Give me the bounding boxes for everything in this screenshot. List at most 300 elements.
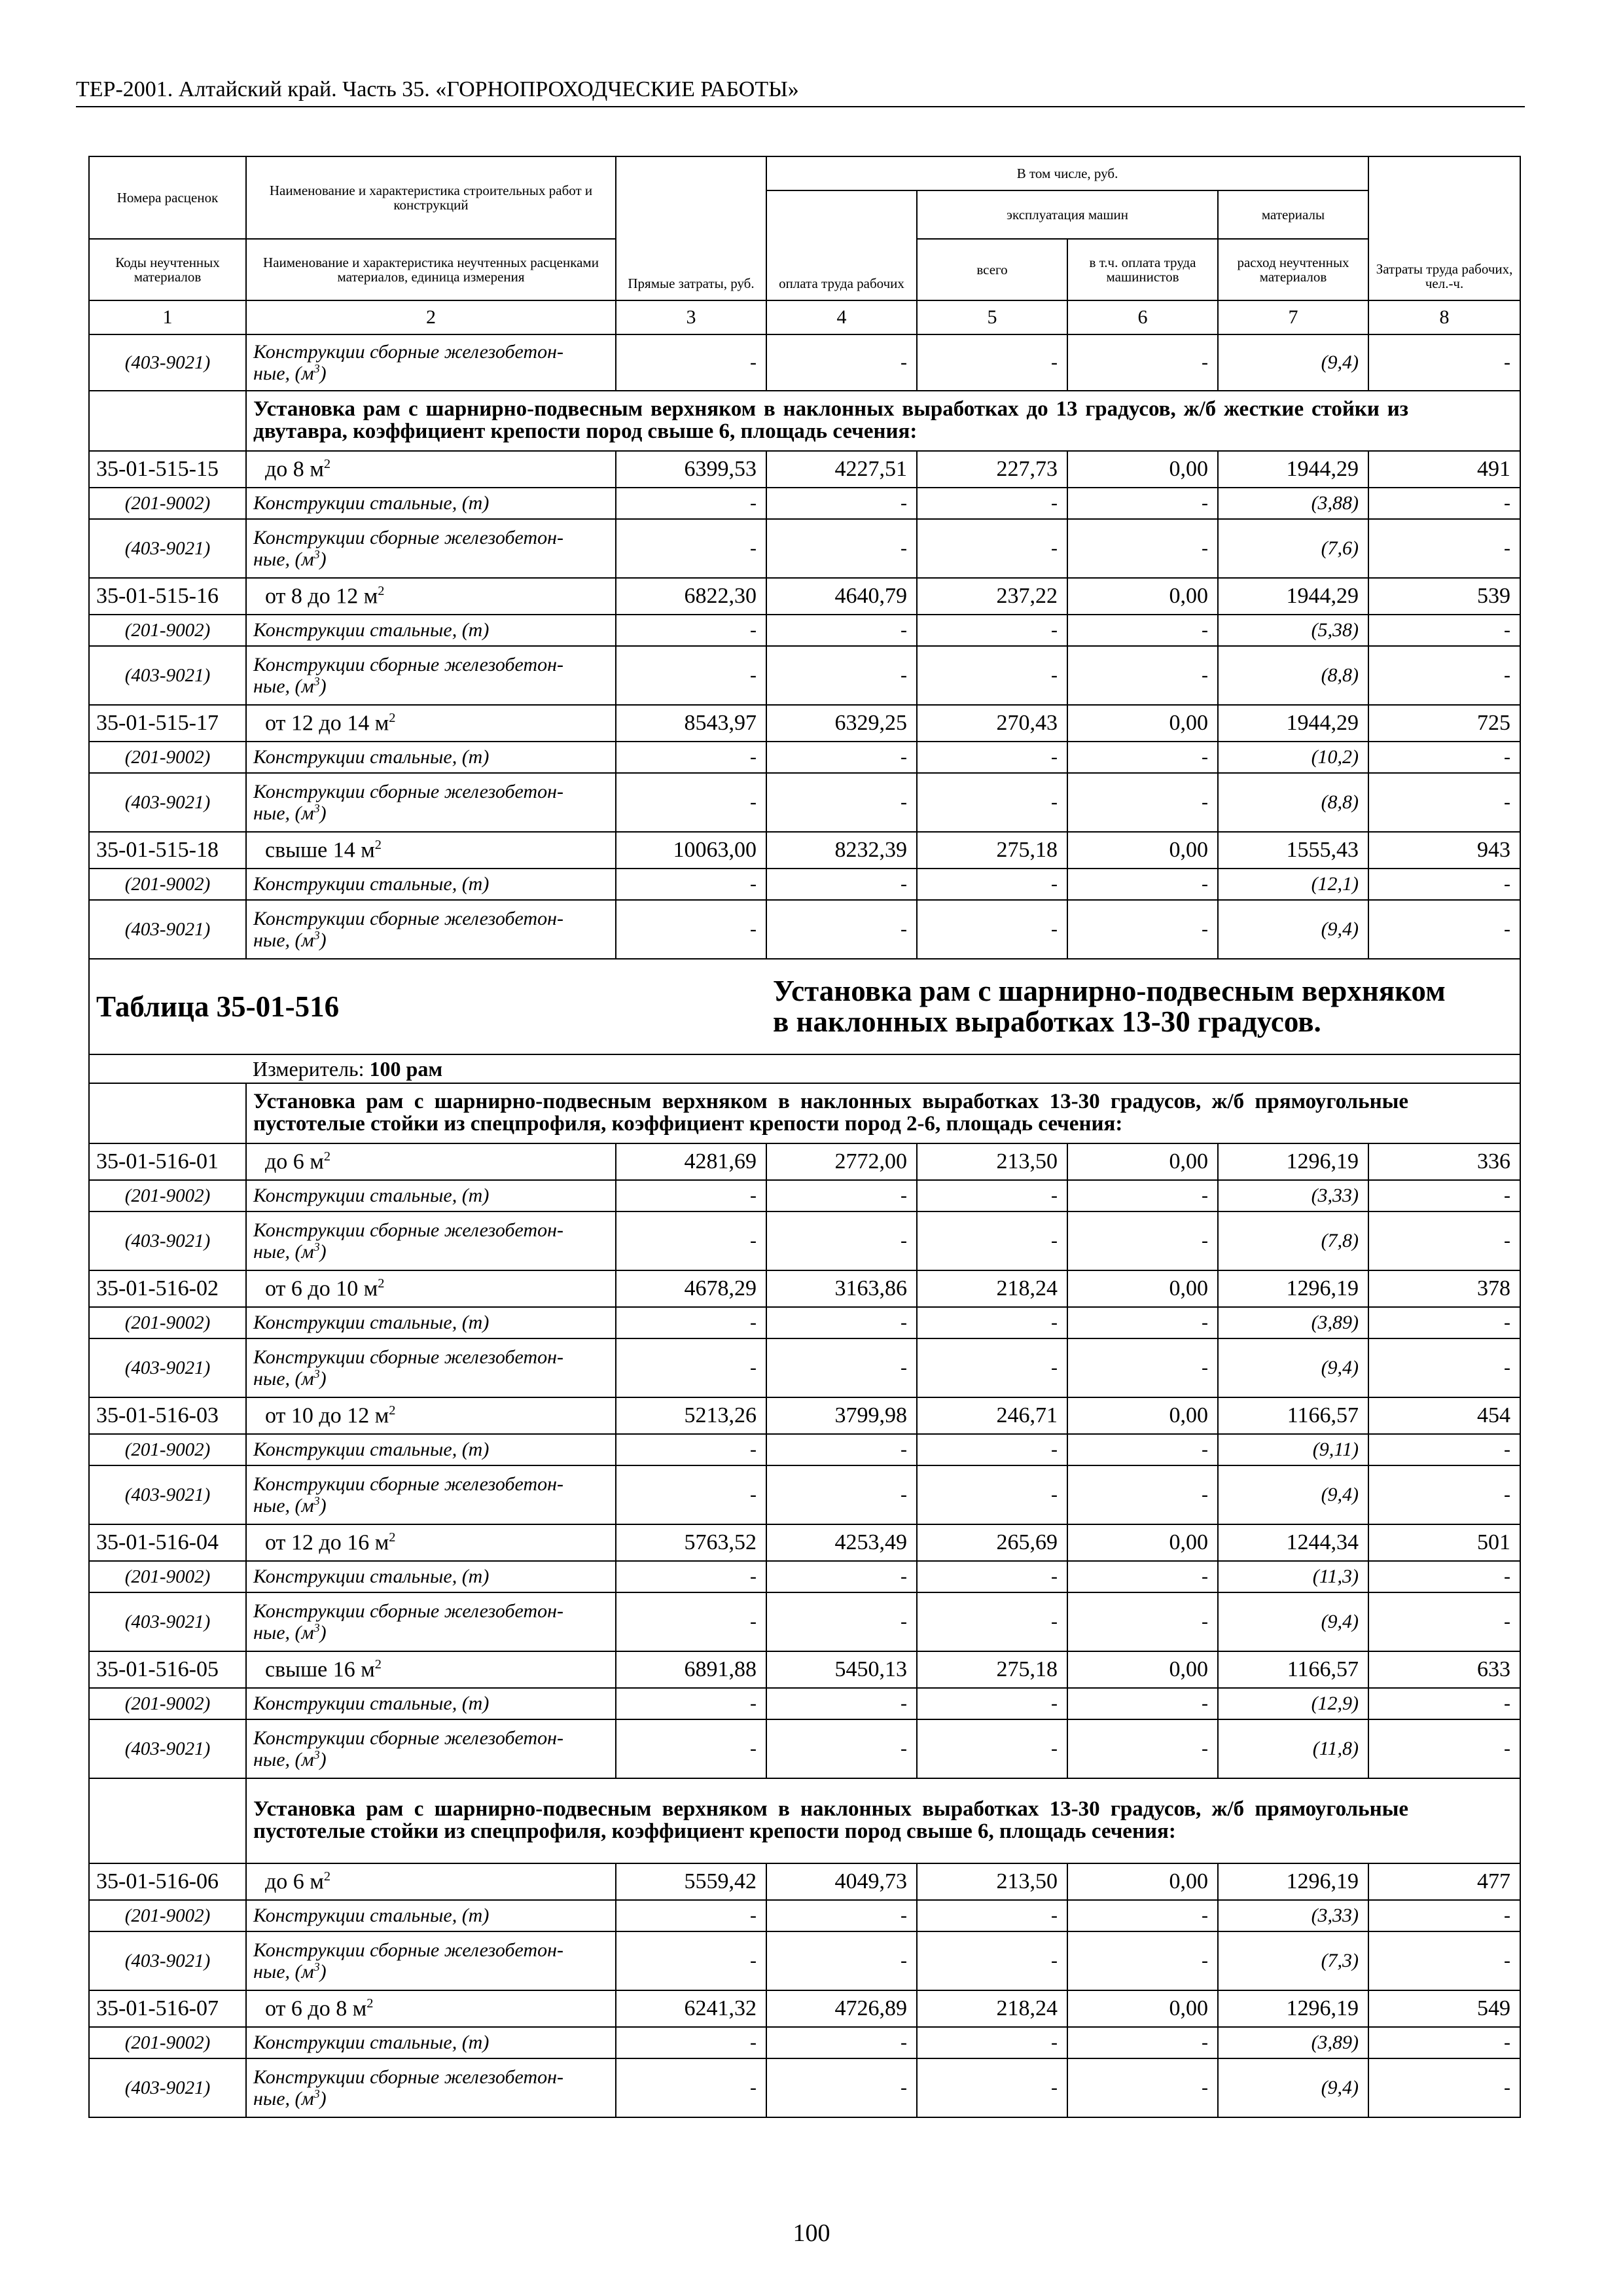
machine-operation-value: 218,24 bbox=[917, 1990, 1067, 2027]
concrete-material-row bbox=[89, 2058, 1520, 2117]
empty-value: - bbox=[1368, 1688, 1520, 1719]
empty-value: - bbox=[616, 1434, 766, 1465]
rate-row bbox=[89, 1651, 1520, 1688]
header-total: всего bbox=[917, 239, 1067, 300]
material-name: Конструкции сборные железобетон- ные, $(м^3)$ bbox=[246, 519, 616, 578]
material-quantity: (9,4) bbox=[1218, 1465, 1368, 1524]
worker-wages-value: 4726,89 bbox=[766, 1990, 917, 2027]
empty-value: - bbox=[1067, 1434, 1218, 1465]
empty-value: - bbox=[1067, 869, 1218, 900]
steel-material-row bbox=[89, 615, 1520, 646]
empty-value: - bbox=[1368, 900, 1520, 959]
material-code: (403-9021) bbox=[89, 1592, 246, 1651]
materials-value: 1296,19 bbox=[1218, 1270, 1368, 1307]
material-code: (403-9021) bbox=[89, 1719, 246, 1778]
direct-costs-value: 4281,69 bbox=[616, 1143, 766, 1180]
materials-value: 1166,57 bbox=[1218, 1651, 1368, 1688]
empty-value: - bbox=[917, 1434, 1067, 1465]
material-code: (403-9021) bbox=[89, 773, 246, 832]
empty-value: - bbox=[917, 2027, 1067, 2058]
material-quantity: (9,4) bbox=[1218, 900, 1368, 959]
material-name: Конструкции стальные, (т) bbox=[246, 869, 616, 900]
empty-value: - bbox=[766, 2027, 917, 2058]
empty-value: - bbox=[1368, 615, 1520, 646]
empty-value: - bbox=[917, 1900, 1067, 1931]
header-worker-wages: оплата труда рабочих bbox=[766, 190, 917, 300]
material-quantity: (5,38) bbox=[1218, 615, 1368, 646]
rate-name: от 6 до 8 $м^2$ bbox=[246, 1990, 616, 2027]
empty-value: - bbox=[917, 1211, 1067, 1270]
column-number: 2 bbox=[246, 300, 616, 334]
carry-over-row bbox=[89, 334, 1520, 391]
empty-value: - bbox=[616, 2027, 766, 2058]
material-name: Конструкции стальные, (т) bbox=[246, 488, 616, 519]
empty-value: - bbox=[766, 1434, 917, 1465]
direct-costs-value: 6891,88 bbox=[616, 1651, 766, 1688]
machine-operation-value: 270,43 bbox=[917, 705, 1067, 742]
material-name: Конструкции сборные железобетон- ные, $(м^3)$ bbox=[246, 334, 616, 391]
rate-row bbox=[89, 1990, 1520, 2027]
material-name: Конструкции сборные железобетон- ные, $(м^3)$ bbox=[246, 1465, 616, 1524]
material-quantity: (3,89) bbox=[1218, 1307, 1368, 1338]
material-code: (201-9002) bbox=[89, 1561, 246, 1592]
empty-value: - bbox=[766, 1719, 917, 1778]
material-name: Конструкции стальные, (т) bbox=[246, 742, 616, 773]
material-quantity: (11,3) bbox=[1218, 1561, 1368, 1592]
empty-value: - bbox=[616, 900, 766, 959]
operator-wages-value: 0,00 bbox=[1067, 578, 1218, 615]
direct-costs-value: 6399,53 bbox=[616, 451, 766, 488]
section-row bbox=[89, 391, 1520, 451]
empty-value: - bbox=[766, 869, 917, 900]
empty-value: - bbox=[616, 646, 766, 705]
steel-material-row bbox=[89, 2027, 1520, 2058]
empty-value: - bbox=[766, 900, 917, 959]
operator-wages-value: 0,00 bbox=[1067, 1143, 1218, 1180]
machine-operation-value: 275,18 bbox=[917, 832, 1067, 869]
material-quantity: (8,8) bbox=[1218, 646, 1368, 705]
material-code: (403-9021) bbox=[89, 519, 246, 578]
empty-value: - bbox=[917, 334, 1067, 391]
operator-wages-value: 0,00 bbox=[1067, 1990, 1218, 2027]
rate-name: от 12 до 16 $м^2$ bbox=[246, 1524, 616, 1561]
empty-value: - bbox=[917, 1307, 1067, 1338]
rate-row bbox=[89, 705, 1520, 742]
empty-value: - bbox=[766, 615, 917, 646]
rate-row bbox=[89, 1524, 1520, 1561]
header-work-name: Наименование и характеристика строительных работ и конструкций bbox=[246, 156, 616, 239]
empty-value: - bbox=[616, 1338, 766, 1397]
empty-value: - bbox=[616, 742, 766, 773]
steel-material-row bbox=[89, 1561, 1520, 1592]
concrete-material-row bbox=[89, 773, 1520, 832]
header-unaccounted-name: Наименование и характеристика неучтенных расценками материалов, единица измерения bbox=[246, 239, 616, 300]
material-code: (201-9002) bbox=[89, 1900, 246, 1931]
material-quantity: (7,3) bbox=[1218, 1931, 1368, 1990]
rate-name: от 8 до 12 $м^2$ bbox=[246, 578, 616, 615]
material-name: Конструкции сборные железобетон- ные, $(м^3)$ bbox=[246, 1719, 616, 1778]
worker-wages-value: 3163,86 bbox=[766, 1270, 917, 1307]
running-header: ТЕР-2001. Алтайский край. Часть 35. «ГОРНОПРОХОДЧЕСКИЕ РАБОТЫ» bbox=[76, 77, 799, 101]
empty-value: - bbox=[1368, 1338, 1520, 1397]
materials-value: 1944,29 bbox=[1218, 705, 1368, 742]
material-name: Конструкции сборные железобетон- ные, $(м^3)$ bbox=[246, 773, 616, 832]
machine-operation-value: 275,18 bbox=[917, 1651, 1067, 1688]
material-quantity: (7,6) bbox=[1218, 519, 1368, 578]
header-unaccounted-consumption: расход неучтенных материалов bbox=[1218, 239, 1368, 300]
machine-operation-value: 237,22 bbox=[917, 578, 1067, 615]
table-title: Установка рам с шарнирно-подвесным верхняком в наклонных выработках 13-30 градусов. bbox=[766, 959, 1520, 1054]
header-rate-numbers: Номера расценок bbox=[89, 156, 246, 239]
empty-value: - bbox=[1067, 488, 1218, 519]
empty-value: - bbox=[917, 1561, 1067, 1592]
empty-value: - bbox=[616, 488, 766, 519]
empty-value: - bbox=[766, 334, 917, 391]
section-row bbox=[89, 1083, 1520, 1143]
empty-value: - bbox=[616, 1688, 766, 1719]
direct-costs-value: 5559,42 bbox=[616, 1863, 766, 1900]
empty-value: - bbox=[616, 1307, 766, 1338]
column-number: 4 bbox=[766, 300, 917, 334]
material-code: (201-9002) bbox=[89, 615, 246, 646]
empty-value: - bbox=[1067, 2027, 1218, 2058]
rate-name: от 10 до 12 $м^2$ bbox=[246, 1397, 616, 1434]
materials-value: 1555,43 bbox=[1218, 832, 1368, 869]
concrete-material-row bbox=[89, 519, 1520, 578]
empty-value: - bbox=[1067, 1180, 1218, 1211]
steel-material-row bbox=[89, 488, 1520, 519]
machine-operation-value: 246,71 bbox=[917, 1397, 1067, 1434]
empty-value: - bbox=[766, 1561, 917, 1592]
empty-value: - bbox=[917, 1719, 1067, 1778]
empty-value: - bbox=[1368, 1931, 1520, 1990]
labor-costs-value: 336 bbox=[1368, 1143, 1520, 1180]
header-row-1 bbox=[89, 156, 1520, 190]
materials-value: 1296,19 bbox=[1218, 1990, 1368, 2027]
operator-wages-value: 0,00 bbox=[1067, 1651, 1218, 1688]
steel-material-row bbox=[89, 1180, 1520, 1211]
header-operator-wages: в т.ч. оплата труда машинистов bbox=[1067, 239, 1218, 300]
material-quantity: (12,9) bbox=[1218, 1688, 1368, 1719]
material-name: Конструкции сборные железобетон- ные, $(м^3)$ bbox=[246, 1592, 616, 1651]
header-including: В том числе, руб. bbox=[766, 156, 1368, 190]
column-number: 5 bbox=[917, 300, 1067, 334]
empty-value: - bbox=[917, 2058, 1067, 2117]
materials-value: 1166,57 bbox=[1218, 1397, 1368, 1434]
empty-value: - bbox=[917, 1592, 1067, 1651]
empty-value: - bbox=[1368, 1719, 1520, 1778]
machine-operation-value: 218,24 bbox=[917, 1270, 1067, 1307]
empty-value: - bbox=[766, 1465, 917, 1524]
section-title: Установка рам с шарнирно-подвесным верхняком в наклонных выработках 13-30 градусов, ж/б прямоугольные пустотелые стойки из спецпрофиля, коэффициент крепости пород 2-6, площадь сечения: bbox=[246, 1083, 1520, 1143]
empty-value: - bbox=[1067, 1688, 1218, 1719]
empty-value: - bbox=[1368, 869, 1520, 900]
measure-row bbox=[89, 1054, 1520, 1083]
material-quantity: (3,88) bbox=[1218, 488, 1368, 519]
material-quantity: (9,4) bbox=[1218, 1592, 1368, 1651]
operator-wages-value: 0,00 bbox=[1067, 451, 1218, 488]
empty-value: - bbox=[1368, 2058, 1520, 2117]
labor-costs-value: 725 bbox=[1368, 705, 1520, 742]
empty-value: - bbox=[1067, 1931, 1218, 1990]
empty-value: - bbox=[616, 1561, 766, 1592]
empty-value: - bbox=[616, 334, 766, 391]
rate-code: 35-01-515-16 bbox=[89, 578, 246, 615]
rate-name: до 6 $м^2$ bbox=[246, 1863, 616, 1900]
rate-name: от 12 до 14 $м^2$ bbox=[246, 705, 616, 742]
empty-value: - bbox=[1368, 1180, 1520, 1211]
column-number: 6 bbox=[1067, 300, 1218, 334]
empty-value: - bbox=[616, 1592, 766, 1651]
empty-value: - bbox=[766, 1931, 917, 1990]
empty-value: - bbox=[766, 1307, 917, 1338]
header-rule bbox=[76, 106, 1525, 107]
material-code: (201-9002) bbox=[89, 1307, 246, 1338]
material-quantity: (9,4) bbox=[1218, 2058, 1368, 2117]
material-name: Конструкции сборные железобетон- ные, $(м^3)$ bbox=[246, 900, 616, 959]
empty-value: - bbox=[1067, 334, 1218, 391]
labor-costs-value: 943 bbox=[1368, 832, 1520, 869]
worker-wages-value: 2772,00 bbox=[766, 1143, 917, 1180]
material-quantity: (3,89) bbox=[1218, 2027, 1368, 2058]
operator-wages-value: 0,00 bbox=[1067, 1397, 1218, 1434]
table-number: Таблица 35-01-516 bbox=[89, 959, 766, 1054]
empty-value: - bbox=[616, 519, 766, 578]
worker-wages-value: 4253,49 bbox=[766, 1524, 917, 1561]
empty-value: - bbox=[1067, 1592, 1218, 1651]
material-name: Конструкции стальные, (т) bbox=[246, 2027, 616, 2058]
empty-value: - bbox=[1368, 773, 1520, 832]
empty-value: - bbox=[1067, 1900, 1218, 1931]
concrete-material-row bbox=[89, 1719, 1520, 1778]
material-code: (201-9002) bbox=[89, 869, 246, 900]
material-code: (403-9021) bbox=[89, 334, 246, 391]
empty-value: - bbox=[616, 615, 766, 646]
materials-value: 1296,19 bbox=[1218, 1143, 1368, 1180]
header-labor-costs: Затраты труда рабочих, чел.-ч. bbox=[1368, 156, 1520, 300]
empty-value: - bbox=[1368, 1434, 1520, 1465]
column-number: 3 bbox=[616, 300, 766, 334]
empty-value: - bbox=[917, 1465, 1067, 1524]
empty-value: - bbox=[616, 869, 766, 900]
empty-value: - bbox=[917, 900, 1067, 959]
material-code: (403-9021) bbox=[89, 1338, 246, 1397]
worker-wages-value: 8232,39 bbox=[766, 832, 917, 869]
empty-value: - bbox=[766, 1338, 917, 1397]
material-code: (201-9002) bbox=[89, 2027, 246, 2058]
operator-wages-value: 0,00 bbox=[1067, 1270, 1218, 1307]
material-code: (403-9021) bbox=[89, 2058, 246, 2117]
empty-value: - bbox=[616, 773, 766, 832]
empty-value: - bbox=[766, 519, 917, 578]
material-code: (403-9021) bbox=[89, 1465, 246, 1524]
labor-costs-value: 501 bbox=[1368, 1524, 1520, 1561]
materials-value: 1296,19 bbox=[1218, 1863, 1368, 1900]
empty-value: - bbox=[766, 1180, 917, 1211]
labor-costs-value: 633 bbox=[1368, 1651, 1520, 1688]
empty-value: - bbox=[616, 1931, 766, 1990]
material-code: (201-9002) bbox=[89, 1180, 246, 1211]
empty-value: - bbox=[616, 2058, 766, 2117]
rate-code: 35-01-516-05 bbox=[89, 1651, 246, 1688]
empty-value: - bbox=[616, 1900, 766, 1931]
material-name: Конструкции стальные, (т) bbox=[246, 1307, 616, 1338]
worker-wages-value: 6329,25 bbox=[766, 705, 917, 742]
empty-value: - bbox=[1368, 334, 1520, 391]
rate-code: 35-01-515-18 bbox=[89, 832, 246, 869]
material-quantity: (11,8) bbox=[1218, 1719, 1368, 1778]
rate-code: 35-01-516-02 bbox=[89, 1270, 246, 1307]
empty-value: - bbox=[1368, 1592, 1520, 1651]
worker-wages-value: 5450,13 bbox=[766, 1651, 917, 1688]
material-name: Конструкции стальные, (т) bbox=[246, 1561, 616, 1592]
operator-wages-value: 0,00 bbox=[1067, 1524, 1218, 1561]
empty-value: - bbox=[917, 1180, 1067, 1211]
rate-name: до 6 $м^2$ bbox=[246, 1143, 616, 1180]
empty-value: - bbox=[1368, 646, 1520, 705]
material-name: Конструкции стальные, (т) bbox=[246, 615, 616, 646]
empty-value: - bbox=[766, 488, 917, 519]
material-code: (201-9002) bbox=[89, 488, 246, 519]
steel-material-row bbox=[89, 1688, 1520, 1719]
column-number: 8 bbox=[1368, 300, 1520, 334]
section-title: Установка рам с шарнирно-подвесным верхняком в наклонных выработках 13-30 градусов, ж/б прямоугольные пустотелые стойки из спецпрофиля, коэффициент крепости пород свыше 6, площадь сечения: bbox=[246, 1778, 1520, 1863]
empty-value: - bbox=[1067, 1465, 1218, 1524]
concrete-material-row bbox=[89, 1338, 1520, 1397]
section-title: Установка рам с шарнирно-подвесным верхняком в наклонных выработках до 13 градусов, ж/б жесткие стойки из двутавра, коэффициент крепости пород свыше 6, площадь сечения: bbox=[246, 391, 1520, 451]
material-quantity: (8,8) bbox=[1218, 773, 1368, 832]
material-quantity: (9,4) bbox=[1218, 334, 1368, 391]
labor-costs-value: 491 bbox=[1368, 451, 1520, 488]
material-code: (403-9021) bbox=[89, 1211, 246, 1270]
empty-value: - bbox=[1368, 2027, 1520, 2058]
rate-code: 35-01-515-15 bbox=[89, 451, 246, 488]
material-code: (201-9002) bbox=[89, 742, 246, 773]
material-name: Конструкции сборные железобетон- ные, $(м^3)$ bbox=[246, 1338, 616, 1397]
steel-material-row bbox=[89, 1434, 1520, 1465]
column-number: 1 bbox=[89, 300, 246, 334]
machine-operation-value: 213,50 bbox=[917, 1143, 1067, 1180]
empty-value: - bbox=[917, 488, 1067, 519]
material-code: (403-9021) bbox=[89, 646, 246, 705]
direct-costs-value: 5213,26 bbox=[616, 1397, 766, 1434]
empty-value: - bbox=[616, 1180, 766, 1211]
concrete-material-row bbox=[89, 1211, 1520, 1270]
rate-code: 35-01-516-03 bbox=[89, 1397, 246, 1434]
material-quantity: (7,8) bbox=[1218, 1211, 1368, 1270]
column-numbers-row bbox=[89, 300, 1520, 334]
operator-wages-value: 0,00 bbox=[1067, 1863, 1218, 1900]
rate-name: от 6 до 10 $м^2$ bbox=[246, 1270, 616, 1307]
empty-value: - bbox=[766, 1900, 917, 1931]
header-unaccounted-codes: Коды неучтенных материалов bbox=[89, 239, 246, 300]
rate-row bbox=[89, 1397, 1520, 1434]
empty-value: - bbox=[1067, 1561, 1218, 1592]
machine-operation-value: 213,50 bbox=[917, 1863, 1067, 1900]
materials-value: 1244,34 bbox=[1218, 1524, 1368, 1561]
labor-costs-value: 378 bbox=[1368, 1270, 1520, 1307]
empty-value: - bbox=[766, 1688, 917, 1719]
material-quantity: (12,1) bbox=[1218, 869, 1368, 900]
material-name: Конструкции стальные, (т) bbox=[246, 1900, 616, 1931]
empty-value: - bbox=[1067, 615, 1218, 646]
rate-code: 35-01-516-06 bbox=[89, 1863, 246, 1900]
empty-value: - bbox=[766, 1592, 917, 1651]
rate-code: 35-01-516-07 bbox=[89, 1990, 246, 2027]
column-number: 7 bbox=[1218, 300, 1368, 334]
empty-value: - bbox=[917, 1688, 1067, 1719]
empty-value: - bbox=[917, 615, 1067, 646]
rate-row bbox=[89, 1143, 1520, 1180]
empty-value: - bbox=[1067, 1211, 1218, 1270]
labor-costs-value: 539 bbox=[1368, 578, 1520, 615]
materials-value: 1944,29 bbox=[1218, 578, 1368, 615]
table-title-row bbox=[89, 959, 1520, 1054]
rate-code: 35-01-516-04 bbox=[89, 1524, 246, 1561]
header-machine-operation: эксплуатация машин bbox=[917, 190, 1218, 239]
rate-row bbox=[89, 832, 1520, 869]
header-direct-costs: Прямые затраты, руб. bbox=[616, 156, 766, 300]
empty-value: - bbox=[917, 869, 1067, 900]
empty-value: - bbox=[1067, 900, 1218, 959]
labor-costs-value: 549 bbox=[1368, 1990, 1520, 2027]
empty-value: - bbox=[616, 1465, 766, 1524]
empty-value: - bbox=[1067, 646, 1218, 705]
rate-row bbox=[89, 1863, 1520, 1900]
labor-costs-value: 477 bbox=[1368, 1863, 1520, 1900]
rate-row bbox=[89, 1270, 1520, 1307]
materials-value: 1944,29 bbox=[1218, 451, 1368, 488]
rates-table bbox=[88, 156, 1521, 2118]
empty-value: - bbox=[1067, 1307, 1218, 1338]
empty-value: - bbox=[616, 1719, 766, 1778]
rate-name: свыше 16 $м^2$ bbox=[246, 1651, 616, 1688]
rate-name: свыше 14 $м^2$ bbox=[246, 832, 616, 869]
worker-wages-value: 4049,73 bbox=[766, 1863, 917, 1900]
rate-name: до 8 $м^2$ bbox=[246, 451, 616, 488]
concrete-material-row bbox=[89, 1592, 1520, 1651]
worker-wages-value: 4640,79 bbox=[766, 578, 917, 615]
material-code: (403-9021) bbox=[89, 1931, 246, 1990]
header-materials: материалы bbox=[1218, 190, 1368, 239]
rate-row bbox=[89, 578, 1520, 615]
material-quantity: (3,33) bbox=[1218, 1180, 1368, 1211]
empty-value: - bbox=[1368, 488, 1520, 519]
empty-value: - bbox=[1067, 519, 1218, 578]
empty-value: - bbox=[1368, 1465, 1520, 1524]
direct-costs-value: 6822,30 bbox=[616, 578, 766, 615]
rate-code: 35-01-516-01 bbox=[89, 1143, 246, 1180]
material-quantity: (10,2) bbox=[1218, 742, 1368, 773]
empty-value: - bbox=[917, 519, 1067, 578]
material-name: Конструкции стальные, (т) bbox=[246, 1180, 616, 1211]
empty-value: - bbox=[766, 773, 917, 832]
direct-costs-value: 8543,97 bbox=[616, 705, 766, 742]
empty-value: - bbox=[917, 773, 1067, 832]
concrete-material-row bbox=[89, 646, 1520, 705]
empty-value: - bbox=[1067, 1338, 1218, 1397]
material-quantity: (9,11) bbox=[1218, 1434, 1368, 1465]
machine-operation-value: 265,69 bbox=[917, 1524, 1067, 1561]
empty-value: - bbox=[1368, 1561, 1520, 1592]
material-name: Конструкции стальные, (т) bbox=[246, 1688, 616, 1719]
page-number: 100 bbox=[793, 2219, 830, 2247]
material-name: Конструкции стальные, (т) bbox=[246, 1434, 616, 1465]
material-code: (403-9021) bbox=[89, 900, 246, 959]
empty-value: - bbox=[766, 646, 917, 705]
empty-value: - bbox=[1067, 1719, 1218, 1778]
material-name: Конструкции сборные железобетон- ные, $(м^3)$ bbox=[246, 1931, 616, 1990]
